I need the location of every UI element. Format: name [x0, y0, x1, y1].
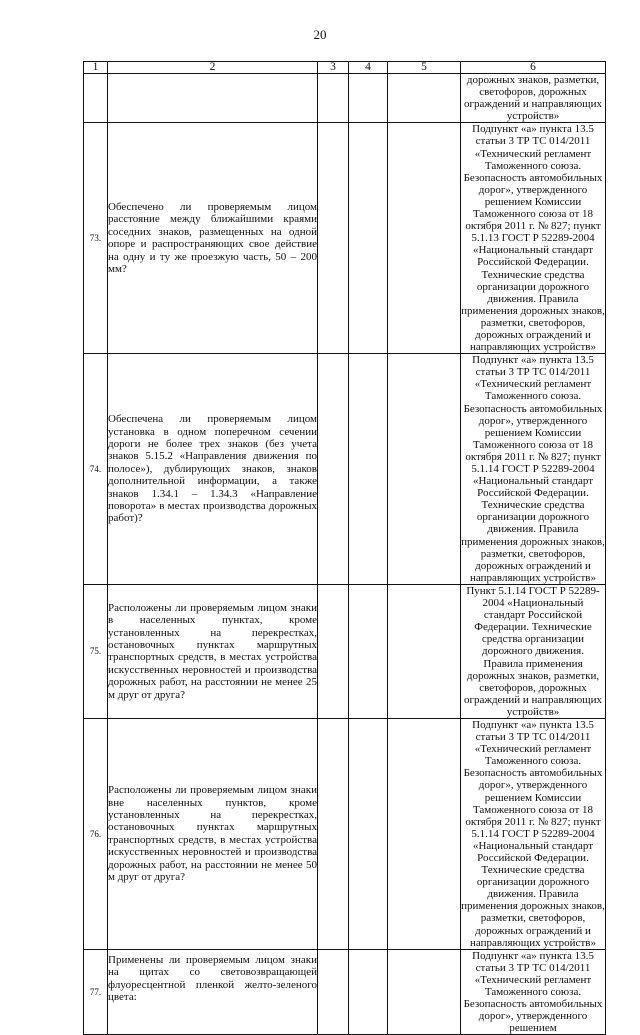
column-header: 2: [108, 62, 318, 74]
row-number: 77.: [84, 949, 108, 1035]
table-row: [84, 718, 606, 949]
empty-cell: [318, 718, 349, 949]
header-row: [84, 62, 606, 74]
reference-cell: дорожных знаков, разметки, светофоров, дорожных ограждений и направляющих устройств»: [461, 74, 606, 123]
empty-cell: [318, 949, 349, 1035]
table-row: [84, 949, 606, 1035]
reference-cell: Подпункт «а» пункта 13.5 статьи 3 ТР ТС 014/2011 «Технический регламент Таможенного союза. Безопасность автомобильных дорог», утвержденного решением Комиссии Таможенного союза от 18 октября 2011 г. № 827; пункт 5.1.14 ГОСТ Р 52289-2004 «Национальный стандарт Российской Федерации. Технические средства организации дорожного движения. Правила применения дорожных знаков, разметки, светофоров, дорожных ограждений и направляющих устройств»: [461, 354, 605, 584]
checklist-table: [83, 61, 606, 1035]
empty-cell: [349, 74, 388, 123]
table-row: [84, 74, 606, 123]
row-number: 73.: [84, 123, 108, 354]
empty-cell: [388, 74, 461, 123]
page-number: 20: [313, 27, 327, 42]
row-number: 76.: [84, 718, 108, 949]
row-number: [84, 74, 108, 123]
empty-cell: [318, 354, 349, 585]
column-header: 1: [84, 62, 108, 74]
row-number: 75.: [84, 584, 108, 718]
empty-cell: [388, 949, 461, 1035]
question-cell: Обеспечена ли проверяемым лицом установка в одном поперечном сечении дороги не более трех знаков (без учета знаков 5.15.2 «Направления движения по полосе»), дублирующих знаков, знаков дополнительной информации, а также знаков 1.34.1 – 1.34.3 «Направление поворота» в местах производства дорожных работ)?: [108, 354, 318, 585]
question-cell: Обеспечено ли проверяемым лицом расстояние между ближайшими краями соседних знаков, размещенных на одной опоре и распространяющих свое действие на одну и ту же проезжую часть, 50 – 200 мм?: [108, 123, 318, 354]
table-row: [84, 354, 606, 585]
column-header: 5: [388, 62, 461, 74]
empty-cell: [388, 123, 461, 354]
question-cell: Расположены ли проверяемым лицом знаки в населенных пунктах, кроме установленных на перекрестках, остановочных пунктах маршрутных транспортных средств, в местах устройства искусственных неровностей и производства дорожных работ, на расстоянии не менее 25 м друг от друга?: [108, 584, 318, 718]
empty-cell: [318, 584, 349, 718]
empty-cell: [388, 584, 461, 718]
reference-cell: Подпункт «а» пункта 13.5 статьи 3 ТР ТС 014/2011 «Технический регламент Таможенного союза. Безопасность автомобильных дорог», утвержденного решением Комиссии Таможенного союза от 18 октября 2011 г. № 827; пункт 5.1.13 ГОСТ Р 52289-2004 «Национальный стандарт Российской Федерации. Технические средства организации дорожного движения. Правила применения дорожных знаков, разметки, светофоров, дорожных ограждений и направляющих устройств»: [461, 123, 605, 354]
table-row: [84, 123, 606, 354]
row-number: 74.: [84, 354, 108, 585]
empty-cell: [318, 74, 349, 123]
reference-cell: Подпункт «а» пункта 13.5 статьи 3 ТР ТС 014/2011 «Технический регламент Таможенного союза. Безопасность автомобильных дорог», утвержденного решением Комиссии Таможенного союза от 18 октября 2011 г. № 827; пункт 5.1.14 ГОСТ Р 52289-2004 «Национальный стандарт Российской Федерации. Технические средства организации дорожного движения. Правила применения дорожных знаков, разметки, светофоров, дорожных ограждений и направляющих устройств»: [461, 718, 605, 949]
empty-cell: [349, 718, 388, 949]
reference-cell: Подпункт «а» пункта 13.5 статьи 3 ТР ТС 014/2011 «Технический регламент Таможенного союза. Безопасность автомобильных дорог», утвержденного решением: [461, 949, 606, 1035]
reference-cell: Пункт 5.1.14 ГОСТ Р 52289-2004 «Национальный стандарт Российской Федерации. Технические средства организации дорожного движения. Правила применения дорожных знаков, разметки, светофоров, дорожных ограждений и направляющих устройств»: [461, 584, 606, 718]
column-header: 3: [318, 62, 349, 74]
question-cell: Применены ли проверяемым лицом знаки на щитах со световозвращающей флуоресцентной пленкой желто-зеленого цвета:: [108, 949, 318, 1035]
empty-cell: [349, 584, 388, 718]
question-cell: [108, 74, 318, 123]
empty-cell: [349, 123, 388, 354]
empty-cell: [349, 354, 388, 585]
empty-cell: [318, 123, 349, 354]
empty-cell: [388, 354, 461, 585]
empty-cell: [349, 949, 388, 1035]
question-cell: Расположены ли проверяемым лицом знаки вне населенных пунктов, кроме установленных на перекрестках, остановочных пунктах маршрутных транспортных средств, в местах устройства искусственных неровностей и производства дорожных работ, на расстоянии не менее 50 м друг от друга?: [108, 718, 318, 949]
table-row: [84, 584, 606, 718]
column-header: 4: [349, 62, 388, 74]
column-header: 6: [461, 62, 606, 74]
empty-cell: [388, 718, 461, 949]
